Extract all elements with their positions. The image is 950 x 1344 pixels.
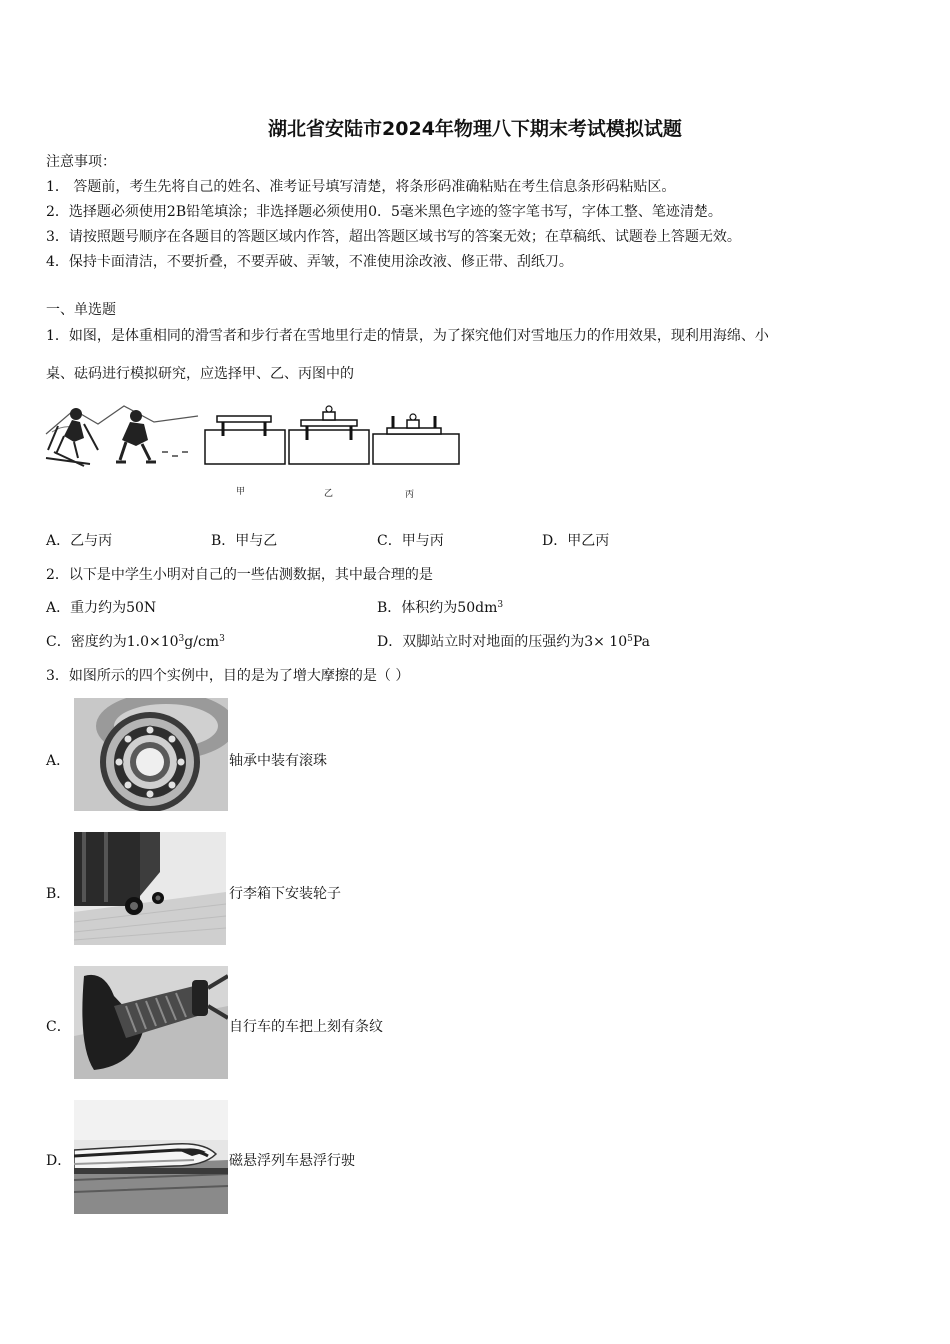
notice-item-4: 4．保持卡面清洁，不要折叠，不要弄破、弄皱，不准使用涂改液、修正带、刮纸刀。: [46, 254, 573, 270]
q3-option-c-letter: C．: [46, 1019, 71, 1035]
q2-stem: 2．以下是中学生小明对自己的一些估测数据，其中最合理的是: [46, 567, 433, 583]
q3-option-d-text: 磁悬浮列车悬浮行驶: [229, 1153, 355, 1169]
q1-stem-line2: 桌、砝码进行模拟研究，应选择甲、乙、丙图中的: [46, 366, 354, 382]
q2-option-a: A．重力约为50N: [46, 600, 157, 616]
figure-label-jia: 甲: [236, 487, 246, 497]
q3-option-b-text: 行李箱下安装轮子: [229, 886, 341, 902]
q1-stem-line1: 1．如图，是体重相同的滑雪者和步行者在雪地里行走的情景，为了探究他们对雪地压力的作用效果，现利用海绵、小: [46, 328, 769, 344]
q3-stem: 3．如图所示的四个实例中，目的是为了增大摩擦的是（ ）: [46, 668, 410, 684]
q3-option-b-letter: B．: [46, 886, 71, 902]
skier-walker-illustration: [44, 402, 200, 468]
q1-option-b: B．甲与乙: [211, 533, 278, 549]
q1-option-a: A．乙与丙: [46, 533, 113, 549]
notice-item-2: 2．选择题必须使用2B铅笔填涂；非选择题必须使用0．5毫米黑色字迹的签字笔书写，字体工整、笔迹清楚。: [46, 204, 722, 220]
section-heading: 一、单选题: [46, 302, 116, 318]
figure-label-yi: 乙: [324, 489, 334, 499]
maglev-train-photo: [74, 1100, 228, 1214]
q2-option-d: D．双脚站立时对地面的压强约为$3\times 10^5Pa$: [377, 634, 651, 650]
q3-option-a-text: 轴承中装有滚珠: [229, 753, 327, 769]
q2-option-c: C．密度约为$1.0\times 10^3g/cm^3$: [46, 634, 225, 650]
notice-item-1: 1． 答题前，考生先将自己的姓名、准考证号填写清楚，将条形码准确粘贴在考生信息条形码粘贴区。: [46, 179, 676, 195]
q1-option-d: D．甲乙丙: [542, 533, 610, 549]
q3-option-c-text: 自行车的车把上刻有条纹: [229, 1019, 383, 1035]
page-title: 湖北省安陆市2024年物理八下期末考试模拟试题: [268, 118, 682, 140]
notice-heading: 注意事项：: [46, 154, 116, 170]
q3-option-d-letter: D．: [46, 1153, 72, 1169]
bearing-photo: [74, 698, 228, 811]
q2-option-b: B．体积约为$50dm^3$: [377, 600, 504, 616]
q3-option-a-letter: A．: [46, 753, 71, 769]
q1-option-c: C．甲与丙: [377, 533, 444, 549]
notice-item-3: 3．请按照题号顺序在各题目的答题区域内作答，超出答题区域书写的答案无效；在草稿纸、试题卷上答题无效。: [46, 229, 741, 245]
bicycle-grip-photo: [74, 966, 228, 1079]
figure-label-bing: 丙: [405, 490, 415, 500]
suitcase-wheels-photo: [74, 832, 226, 945]
sponge-table-figures: [203, 404, 463, 466]
